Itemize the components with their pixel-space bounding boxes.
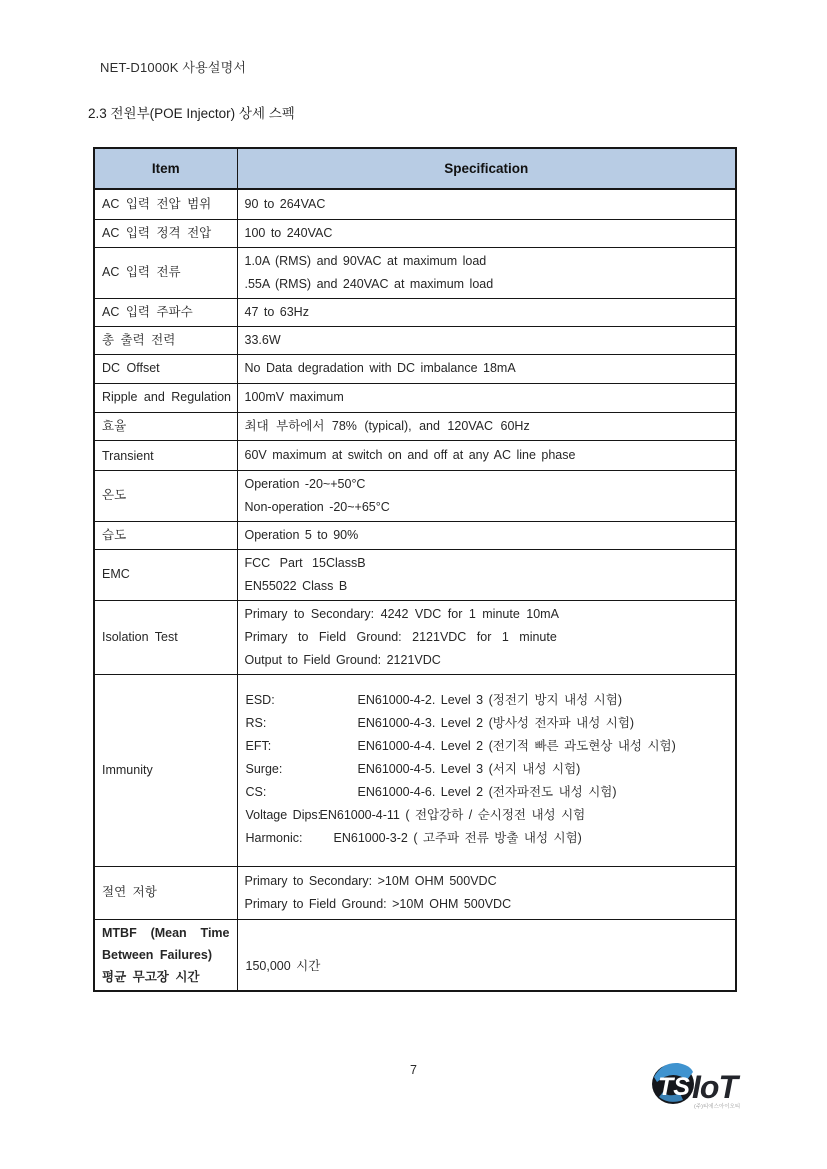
item-text: AC 입력 전압 범위 [102, 196, 212, 211]
item-cell [94, 674, 237, 866]
document-header-title: NET-D1000K 사용설명서 [100, 60, 247, 75]
spec-text: 90 to 264VAC [244, 196, 326, 211]
page-number: 7 [410, 1063, 417, 1077]
table-row [94, 440, 736, 470]
item-text: DC Offset [102, 361, 160, 375]
spec-text [246, 689, 728, 712]
item-text: Transient [102, 448, 154, 463]
spec-line-value: EN61000-3-2 ( 고주파 전류 방출 내성 시험) [333, 830, 582, 845]
spec-text [246, 781, 728, 804]
logo-caption-text: (주)티에스아이오티 [694, 1104, 741, 1110]
column-header-specification: Specification [237, 148, 736, 189]
spec-text [246, 804, 728, 827]
item-text: Ripple and Regulation [102, 390, 232, 404]
spec-text: 1.0A (RMS) and 90VAC at maximum load [244, 253, 487, 268]
spec-text [246, 735, 728, 758]
spec-cell [237, 674, 736, 866]
section-title: 2.3 전원부(POE Injector) 상세 스펙 [88, 106, 295, 121]
spec-text: Operation 5 to 90% [244, 527, 359, 542]
spec-text: 150,000 시간 [245, 958, 321, 973]
spec-text [246, 758, 728, 781]
item-cell [94, 521, 237, 549]
spec-text: Primary to Secondary: >10M OHM 500VDC [244, 873, 497, 888]
spec-text: .55A (RMS) and 240VAC at maximum load [244, 276, 494, 291]
spec-cell [237, 383, 736, 412]
spec-text [246, 712, 728, 735]
spec-cell [237, 219, 736, 247]
item-cell [94, 600, 237, 674]
item-text: Isolation Test [102, 629, 178, 644]
item-text: 온도 [102, 488, 127, 502]
table-row [94, 326, 736, 354]
table-row [94, 866, 736, 919]
header-row [94, 148, 736, 189]
spec-line-label: CS: [245, 784, 267, 799]
spec-table-header [94, 148, 736, 189]
spec-line-value: EN61000-4-2. Level 3 (정전기 방지 내성 시험) [357, 692, 622, 707]
spec-text: Primary to Secondary: 4242 VDC for 1 minute 10mA [244, 606, 559, 621]
spec-cell [237, 412, 736, 440]
item-cell [94, 866, 237, 919]
spec-text: Operation -20~+50°C [244, 476, 366, 491]
logo-ts-text: TS [658, 1073, 690, 1101]
table-row [94, 600, 736, 674]
spec-text: FCC Part 15ClassB [244, 555, 366, 570]
item-text: EMC [102, 567, 130, 581]
item-text: 총 출력 전력 [102, 332, 176, 347]
item-cell [94, 549, 237, 600]
spec-line-value: EN61000-4-4. Level 2 (전기적 빠른 과도현상 내성 시험) [357, 738, 676, 753]
spec-text: 47 to 63Hz [244, 304, 309, 319]
table-row [94, 919, 736, 991]
spec-line-label: RS: [245, 715, 267, 730]
item-text: AC 입력 정격 전압 [102, 225, 212, 240]
item-cell [94, 919, 237, 991]
item-text: 효율 [102, 418, 127, 433]
spec-line-value: EN61000-4-6. Level 2 (전자파전도 내성 시험) [357, 784, 617, 799]
spec-cell [237, 600, 736, 674]
item-cell [94, 440, 237, 470]
spec-cell [237, 326, 736, 354]
spec-table [93, 147, 737, 992]
item-text: 절연 저항 [102, 885, 157, 899]
tsiot-logo-graphic [650, 1058, 745, 1116]
table-row [94, 219, 736, 247]
spec-cell [237, 521, 736, 549]
spec-line-label: ESD: [245, 692, 275, 707]
spec-table-container [93, 147, 737, 992]
table-row [94, 412, 736, 440]
spec-line-label: EFT: [245, 738, 272, 753]
spec-text [246, 827, 728, 850]
spec-text: 60V maximum at switch on and off at any AC line phase [244, 447, 576, 462]
table-row [94, 470, 736, 521]
item-cell [94, 189, 237, 219]
item-text: AC 입력 주파수 [102, 304, 193, 319]
spec-line-label: Harmonic: [245, 830, 303, 845]
spec-cell [237, 189, 736, 219]
table-row [94, 354, 736, 383]
item-cell [94, 470, 237, 521]
spec-text: 100 to 240VAC [244, 225, 333, 240]
item-cell [94, 383, 237, 412]
item-text: Immunity [102, 762, 153, 777]
item-text: Between Failures) [102, 947, 212, 962]
spec-text: 100mV maximum [244, 390, 344, 404]
spec-cell [237, 247, 736, 298]
spec-cell [237, 470, 736, 521]
spec-cell [237, 440, 736, 470]
spec-text: 최대 부하에서 78% (typical), and 120VAC 60Hz [244, 418, 530, 433]
spec-cell [237, 354, 736, 383]
spec-line-value: EN61000-4-5. Level 3 (서지 내성 시험) [357, 761, 581, 776]
spec-text: Non-operation -20~+65°C [244, 499, 390, 514]
company-logo [650, 1058, 745, 1116]
column-header-item: Item [94, 148, 237, 189]
spec-cell [237, 549, 736, 600]
spec-line-label: Surge: [245, 761, 283, 776]
spec-line-value: EN61000-4-11 ( 전압강하 / 순시정전 내성 시험 [319, 807, 586, 822]
spec-cell [237, 919, 736, 991]
item-text: 평균 무고장 시간 [102, 969, 200, 984]
table-row [94, 189, 736, 219]
table-row [94, 383, 736, 412]
table-row [94, 247, 736, 298]
table-row [94, 674, 736, 866]
spec-cell [237, 866, 736, 919]
spec-line-value: EN61000-4-3. Level 2 (방사성 전자파 내성 시험) [357, 715, 635, 730]
table-row [94, 298, 736, 326]
item-cell [94, 219, 237, 247]
item-text: MTBF (Mean Time [102, 925, 230, 940]
item-text: 습도 [102, 527, 127, 542]
table-row [94, 521, 736, 549]
item-cell [94, 354, 237, 383]
item-cell [94, 412, 237, 440]
spec-table-body [94, 189, 736, 991]
spec-text: Primary to Field Ground: >10M OHM 500VDC [244, 896, 512, 911]
table-row [94, 549, 736, 600]
spec-cell [237, 298, 736, 326]
spec-text: 33.6W [244, 332, 281, 347]
item-cell [94, 298, 237, 326]
logo-iot-text: IoT [692, 1069, 737, 1105]
spec-text: Primary to Field Ground: 2121VDC for 1 minute [244, 629, 557, 644]
spec-text: Output to Field Ground: 2121VDC [244, 652, 441, 667]
item-cell [94, 326, 237, 354]
item-text: AC 입력 전류 [102, 265, 181, 279]
spec-text: EN55022 Class B [244, 578, 348, 593]
item-cell [94, 247, 237, 298]
spec-text: No Data degradation with DC imbalance 18mA [244, 361, 516, 375]
spec-line-label: Voltage Dips: [245, 807, 322, 822]
